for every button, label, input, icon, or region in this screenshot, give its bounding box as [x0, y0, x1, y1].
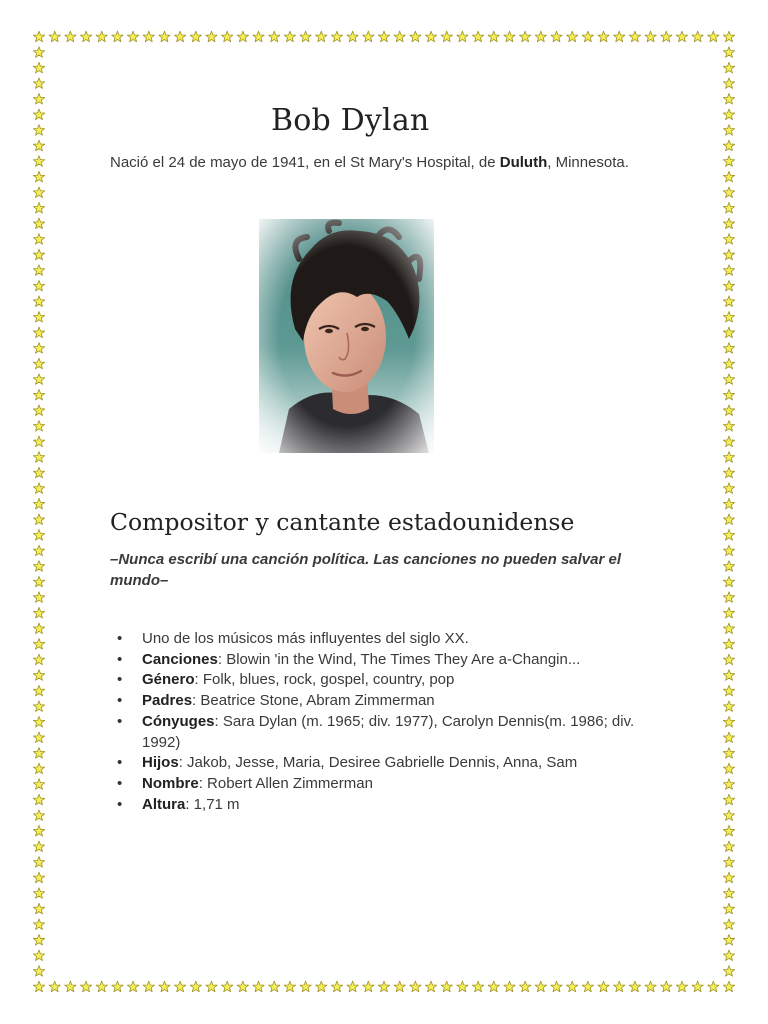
fact-text: : Folk, blues, rock, gospel, country, pop — [194, 671, 455, 689]
fact-text: : Jakob, Jesse, Maria, Desiree Gabrielle Dennis, Anna, Sam — [178, 754, 578, 772]
quote-text: –Nunca escribí una canción política. Las canciones no pueden salvar el mundo– — [110, 551, 622, 589]
section-heading: Compositor y cantante estadounidense — [110, 508, 575, 536]
fact-label: Género — [142, 671, 195, 689]
facts-list — [110, 629, 650, 815]
fact-text: : 1,71 m — [185, 795, 240, 813]
fact-label: Padres — [142, 692, 193, 710]
list-item — [110, 629, 650, 650]
fact-label: Hijos — [142, 754, 179, 772]
list-item — [110, 774, 650, 795]
fact-text: : Beatrice Stone, Abram Zimmerman — [192, 692, 435, 710]
fact-text: : Blowin 'in the Wind, The Times They Are a-Changin... — [217, 650, 581, 668]
intro-bold-place: Duluth — [499, 154, 548, 171]
intro-text-after: , Minnesota. — [547, 154, 629, 171]
page-title: Bob Dylan — [271, 103, 430, 138]
fact-label: Canciones — [142, 650, 218, 668]
fact-label: Nombre — [142, 774, 199, 792]
list-item — [110, 650, 650, 671]
fact-text: Uno de los músicos más influyentes del siglo XX. — [142, 630, 469, 647]
intro-text-before: Nació el 24 de mayo de 1941, en el St Mary's Hospital, de — [110, 154, 500, 171]
list-item — [110, 795, 650, 816]
fact-label: Cónyuges — [142, 712, 215, 730]
intro-paragraph — [110, 152, 630, 173]
fact-label: Altura — [142, 795, 186, 813]
list-item — [110, 712, 650, 753]
list-item — [110, 691, 650, 712]
list-item — [110, 753, 650, 774]
fact-text: : Robert Allen Zimmerman — [198, 774, 373, 792]
fact-text: : Sara Dylan (m. 1965; div. 1977), Carolyn Dennis(m. 1986; div. 1992) — [142, 712, 635, 751]
portrait-photo — [259, 219, 434, 453]
list-item — [110, 670, 650, 691]
